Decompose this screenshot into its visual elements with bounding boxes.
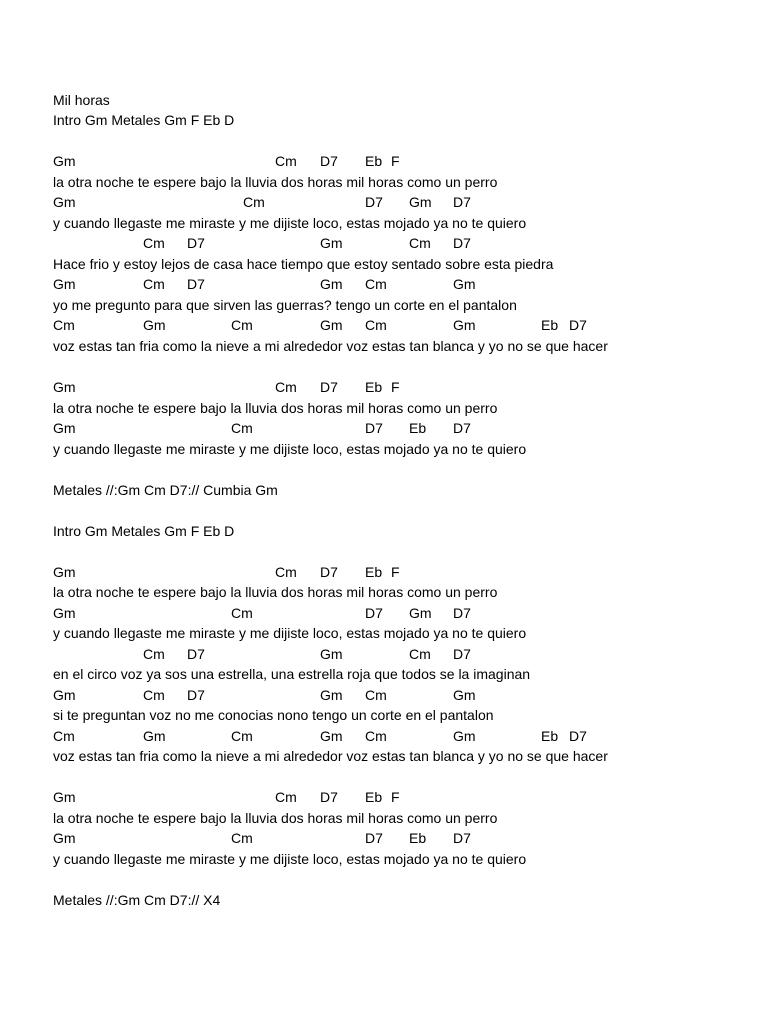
chord: D7 [187,687,205,703]
lyric-line [0,398,768,418]
chord: Cm [365,728,387,744]
chord: Cm [275,153,297,169]
lyric-line [0,664,768,684]
lyric-line [0,582,768,602]
lyric-text: y cuando llegaste me miraste y me dijiste loco, estas mojado ya no te quiero [53,625,527,641]
section-label [0,890,768,910]
lyric-line [0,213,768,233]
chord-line [0,315,768,335]
section-text: Metales //:Gm Cm D7:// X4 [53,892,221,908]
chord: Cm [143,276,165,292]
chord-line [0,603,768,623]
lyric-line [0,746,768,766]
chord: F [391,564,400,580]
chord: D7 [320,789,338,805]
chord: Cm [365,317,387,333]
chord: Eb [409,420,427,436]
chord: Eb [365,789,383,805]
lyric-line [0,172,768,192]
chord-line [0,192,768,212]
chord: Eb [541,728,559,744]
section-text: Intro Gm Metales Gm F Eb D [53,523,235,539]
chord: D7 [365,605,383,621]
chord: Gm [53,564,76,580]
section-label [0,480,768,500]
chord: Eb [365,379,383,395]
chord: F [391,379,400,395]
chord: Gm [53,379,76,395]
chord-line [0,685,768,705]
lyric-line [0,439,768,459]
chord: D7 [320,379,338,395]
chord: Gm [53,830,76,846]
chord: Gm [453,317,476,333]
chord: Cm [53,728,75,744]
chord: Cm [275,379,297,395]
chord-line [0,151,768,171]
chord: D7 [187,646,205,662]
lyric-text: si te preguntan voz no me conocias nono tengo un corte en el pantalon [53,707,494,723]
section-text: Metales //:Gm Cm D7:// Cumbia Gm [53,482,278,498]
chord: Cm [231,317,253,333]
chord-line [0,644,768,664]
chord: Gm [53,605,76,621]
chord: Gm [320,317,343,333]
chord: D7 [569,317,587,333]
chord: Gm [143,317,166,333]
chord: Cm [365,276,387,292]
lyric-text: la otra noche te espere bajo la lluvia dos horas mil horas como un perro [53,584,498,600]
lyric-text: en el circo voz ya sos una estrella, una estrella roja que todos se la imaginan [53,666,531,682]
section-text: Intro Gm Metales Gm F Eb D [53,112,235,128]
lyric-line [0,849,768,869]
chord-line [0,787,768,807]
chord: D7 [365,420,383,436]
chord-line [0,233,768,253]
lyric-line [0,705,768,725]
chord: Gm [53,789,76,805]
chord: D7 [453,605,471,621]
chord-line [0,274,768,294]
lyric-text: voz estas tan fria como la nieve a mi alrededor voz estas tan blanca y yo no se que hacer [53,748,608,764]
chord-line [0,828,768,848]
chord: Gm [143,728,166,744]
chord: Gm [320,728,343,744]
chord: D7 [453,194,471,210]
chord: Cm [243,194,265,210]
chord: Gm [320,646,343,662]
chord: D7 [365,194,383,210]
chord: Cm [143,687,165,703]
section-label [0,110,768,130]
lyric-line [0,295,768,315]
chord: Cm [143,646,165,662]
lyric-line [0,808,768,828]
chord: F [391,153,400,169]
chord: D7 [320,564,338,580]
lyric-line [0,336,768,356]
lyric-text: y cuando llegaste me miraste y me dijiste loco, estas mojado ya no te quiero [53,215,527,231]
chord: F [391,789,400,805]
chord: Gm [53,687,76,703]
chord: Gm [53,276,76,292]
chord: Cm [143,235,165,251]
chord: Gm [320,687,343,703]
lyric-text: y cuando llegaste me miraste y me dijiste loco, estas mojado ya no te quiero [53,851,527,867]
chord: Cm [231,830,253,846]
chord: Cm [275,789,297,805]
chord: Eb [365,153,383,169]
chord: Eb [409,830,427,846]
chord: Cm [53,317,75,333]
chord: Gm [453,687,476,703]
chord: Gm [320,235,343,251]
chord-line [0,562,768,582]
chord: D7 [187,276,205,292]
lyric-text: Hace frio y estoy lejos de casa hace tiempo que estoy sentado sobre esta piedra [53,256,554,272]
chord: Cm [275,564,297,580]
chord: Gm [320,276,343,292]
lyric-text: voz estas tan fria como la nieve a mi alrededor voz estas tan blanca y yo no se que hacer [53,338,608,354]
chord: Cm [365,687,387,703]
chord: Gm [409,194,432,210]
lyric-text: y cuando llegaste me miraste y me dijiste loco, estas mojado ya no te quiero [53,441,527,457]
chord: D7 [187,235,205,251]
chord: Eb [541,317,559,333]
chord: D7 [320,153,338,169]
chord: Gm [53,153,76,169]
lyric-text: la otra noche te espere bajo la lluvia dos horas mil horas como un perro [53,174,498,190]
chord: Cm [409,235,431,251]
chord-line [0,418,768,438]
lyric-text: la otra noche te espere bajo la lluvia dos horas mil horas como un perro [53,400,498,416]
chord: Cm [231,728,253,744]
chord: Gm [453,728,476,744]
chord: Gm [409,605,432,621]
chord-line [0,377,768,397]
chord: Gm [53,194,76,210]
chord: Cm [231,605,253,621]
chord: D7 [453,420,471,436]
song-title: Mil horas [53,92,110,108]
chord-line [0,726,768,746]
chord: Cm [231,420,253,436]
chord: Cm [409,646,431,662]
lyric-line [0,254,768,274]
lyric-text: la otra noche te espere bajo la lluvia dos horas mil horas como un perro [53,810,498,826]
chord: Eb [365,564,383,580]
chord: Gm [453,276,476,292]
chord: D7 [453,235,471,251]
lyric-line [0,623,768,643]
chord: D7 [569,728,587,744]
chord: D7 [453,646,471,662]
chord: D7 [453,830,471,846]
section-label [0,521,768,541]
chord: D7 [365,830,383,846]
chord: Gm [53,420,76,436]
lyric-text: yo me pregunto para que sirven las guerras? tengo un corte en el pantalon [53,297,517,313]
